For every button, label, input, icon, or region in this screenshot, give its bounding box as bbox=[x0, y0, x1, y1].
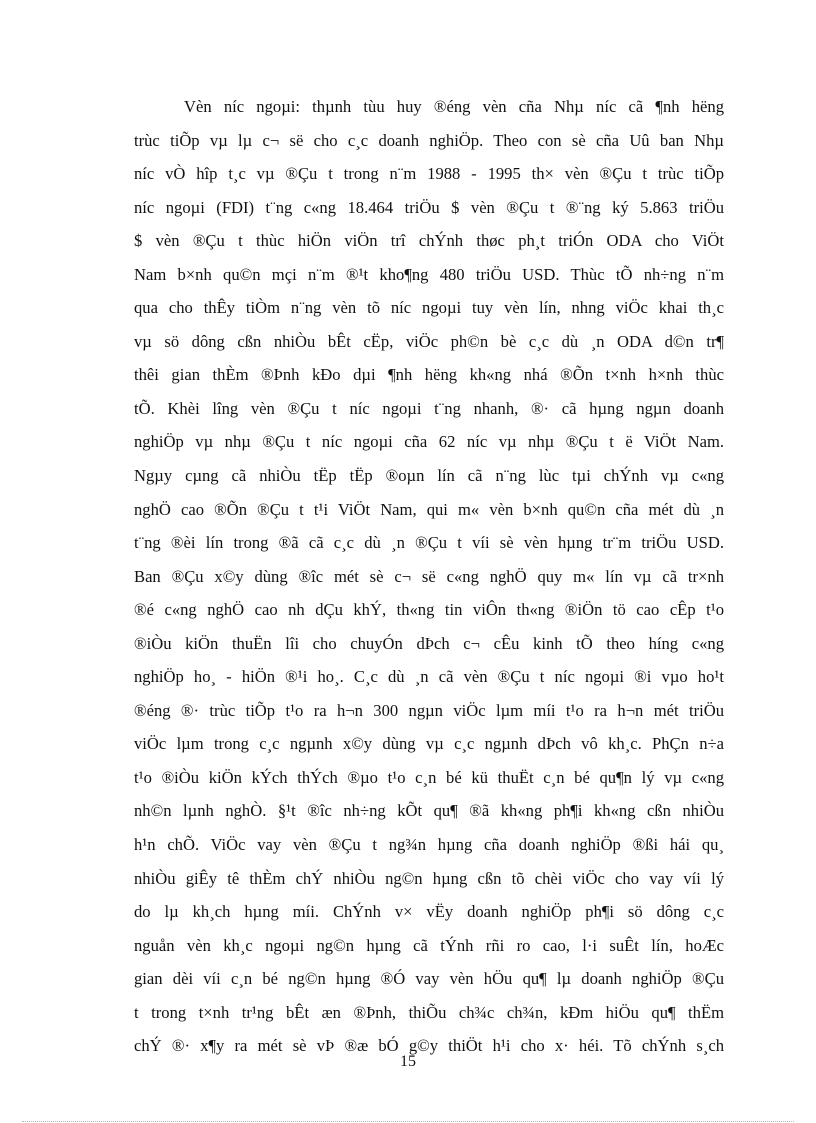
text-line: gian dèi víi c¸n bé ng©n hµng ®Ó vay vèn hÖu qu¶ lµ doanh nghiÖp ®Çu bbox=[134, 969, 724, 989]
text-line: viÖc lµm trong c¸c ngµnh x©y dùng vµ c¸c ngµnh dÞch vô kh¸c. PhÇn n÷a bbox=[134, 734, 724, 754]
text-line: trùc tiÕp vµ lµ c¬ së cho c¸c doanh nghiÖp. Theo con sè cña Uû ban Nhµ bbox=[134, 130, 724, 150]
text-line: t¹o ®iÒu kiÖn kÝch thÝch ®µo t¹o c¸n bé kü thuËt c¸n bé qu¶n lý vµ c«ng bbox=[134, 767, 724, 787]
text-line: chÝ ®· x¶y ra mét sè vÞ ®æ bÓ g©y thiÖt h¹i cho x· héi. Tõ chÝnh s¸ch bbox=[134, 1036, 724, 1056]
text-line: nghiÖp ho¸ - hiÖn ®¹i ho¸. C¸c dù ¸n cã vèn ®Çu t níc ngoµi ®i vµo ho¹t bbox=[134, 667, 724, 687]
body-text bbox=[134, 90, 724, 1063]
text-line: nghÖ cao ®Õn ®Çu t t¹i ViÖt Nam, qui m« vèn b×nh qu©n cña mét dù ¸n bbox=[134, 499, 724, 519]
text-line: h¹n chÕ. ViÖc vay vèn ®Çu t ng¾n hµng cña doanh nghiÖp ®ßi hái qu¸ bbox=[134, 835, 724, 855]
text-line: ®éng ®· trùc tiÕp t¹o ra h¬n 300 ngµn viÖc lµm míi t¹o ra h¬n mét triÖu bbox=[134, 700, 724, 720]
text-line: ®é c«ng nghÖ cao nh dÇu khÝ, th«ng tin viÔn th«ng ®iÖn tö cao cÊp t¹o bbox=[134, 600, 724, 620]
text-line: ®iÒu kiÖn thuËn lîi cho chuyÓn dÞch c¬ cÊu kinh tÕ theo híng c«ng bbox=[134, 633, 724, 653]
text-line: thêi gian thÈm ®Þnh kÐo dµi ¶nh hëng kh«ng nhá ®Õn t×nh h×nh thùc bbox=[134, 365, 724, 385]
text-line: Nam b×nh qu©n mçi n¨m ®¹t kho¶ng 480 triÖu USD. Thùc tÕ nh÷ng n¨m bbox=[134, 264, 724, 284]
text-line: nguån vèn kh¸c ngoµi ng©n hµng cã tÝnh rñi ro cao, l·i suÊt lín, hoÆc bbox=[134, 935, 724, 955]
text-line: níc ngoµi (FDI) t¨ng c«ng 18.464 triÖu $ vèn ®Çu t ®¨ng ký 5.863 triÖu bbox=[134, 197, 724, 217]
text-line: do lµ kh¸ch hµng míi. ChÝnh v× vËy doanh nghiÖp ph¶i sö dông c¸c bbox=[134, 902, 724, 922]
text-line: t trong t×nh tr¹ng bÊt æn ®Þnh, thiÕu ch¾c ch¾n, kÐm hiÖu qu¶ thËm bbox=[134, 1002, 724, 1022]
text-line: vµ sö dông cßn nhiÒu bÊt cËp, viÖc ph©n bè c¸c dù ¸n ODA d©n tr¶ bbox=[134, 331, 724, 351]
text-line: t¨ng ®èi lín trong ®ã cã c¸c dù ¸n ®Çu t víi sè vèn hµng tr¨m triÖu USD. bbox=[134, 533, 724, 553]
text-line: Vèn níc ngoµi: thµnh tùu huy ®éng vèn cña Nhµ níc cã ¶nh hëng bbox=[184, 97, 724, 116]
text-line: nghiÖp vµ nhµ ®Çu t níc ngoµi cña 62 níc vµ nhµ ®Çu t ë ViÖt Nam. bbox=[134, 432, 724, 452]
page-bottom-divider bbox=[22, 1121, 794, 1122]
text-line: $ vèn ®Çu t thùc hiÖn viÖn trî chÝnh thøc ph¸t triÓn ODA cho ViÖt bbox=[134, 231, 724, 251]
text-line: qua cho thÊy tiÒm n¨ng vèn tõ níc ngoµi tuy vèn lín, nhng viÖc khai th¸c bbox=[134, 298, 724, 318]
text-line: níc vÒ hîp t¸c vµ ®Çu t trong n¨m 1988 - 1995 th× vèn ®Çu t trùc tiÕp bbox=[134, 164, 724, 184]
text-line: Ban ®Çu x©y dùng ®îc mét sè c¬ së c«ng nghÖ quy m« lín vµ cã tr×nh bbox=[134, 566, 724, 586]
text-line: Ngµy cµng cã nhiÒu tËp tËp ®oµn lín cã n¨ng lùc tµi chÝnh vµ c«ng bbox=[134, 466, 724, 486]
text-line: nhiÒu giÊy tê thÈm chÝ nhiÒu ng©n hµng cßn tõ chèi viÖc cho vay víi lý bbox=[134, 868, 724, 888]
text-line: tÕ. Khèi lîng vèn ®Çu t níc ngoµi t¨ng nhanh, ®· cã hµng ngµn doanh bbox=[134, 398, 724, 418]
text-line: nh©n lµnh nghÒ. §¹t ®îc nh÷ng kÕt qu¶ ®ã kh«ng ph¶i kh«ng cßn nhiÒu bbox=[134, 801, 724, 821]
page-number: 15 bbox=[400, 1053, 416, 1070]
